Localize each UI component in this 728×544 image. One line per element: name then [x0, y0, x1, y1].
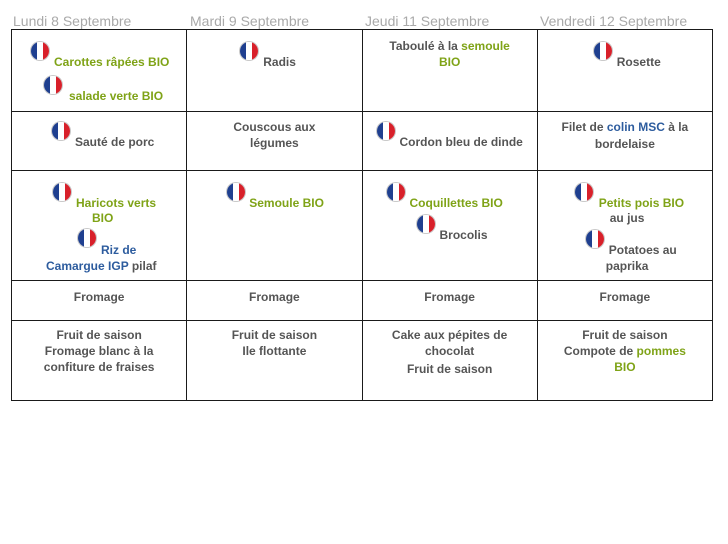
france-flag-icon — [575, 183, 593, 201]
cell-mardi-fromage — [187, 281, 362, 321]
dish-fruit: Fruit de saison — [56, 328, 142, 342]
france-flag-icon — [53, 183, 71, 201]
dish-rosette: Rosette — [616, 55, 661, 69]
dish-radis: Radis — [263, 55, 296, 69]
dish-confiture: confiture de fraises — [43, 360, 155, 374]
cell-lundi-accompagnement — [12, 171, 187, 281]
dish-fromage: Fromage — [424, 290, 475, 304]
cell-vendredi-dessert — [537, 321, 712, 401]
cell-lundi-fromage — [12, 281, 187, 321]
row-accompagnement — [12, 171, 713, 281]
dish-petits-pois: Petits pois BIO — [598, 196, 685, 210]
france-flag-icon — [417, 215, 435, 233]
france-flag-icon — [78, 229, 96, 247]
dish-compote-bio: BIO — [614, 360, 636, 374]
cell-jeudi-accompagnement — [362, 171, 537, 281]
cell-vendredi-fromage — [537, 281, 712, 321]
france-flag-icon — [377, 122, 395, 140]
dish-salade: salade verte BIO — [69, 89, 164, 103]
cell-mardi-dessert — [187, 321, 362, 401]
dish-carottes: Carottes râpées BIO — [54, 55, 170, 69]
cell-vendredi-plat — [537, 112, 712, 171]
day-header-lundi: Lundi 8 Septembre — [13, 13, 132, 29]
cell-jeudi-entree — [362, 30, 537, 112]
cell-vendredi-entree — [537, 30, 712, 112]
dish-brocolis: Brocolis — [439, 228, 488, 242]
dish-taboule: Taboulé à la semoule — [389, 39, 510, 53]
dish-potatoes: Potatoes au — [608, 243, 677, 257]
dish-fromage-blanc: Fromage blanc à la — [44, 344, 154, 358]
cell-lundi-plat — [12, 112, 187, 171]
dish-taboule-bio: BIO — [438, 55, 461, 69]
france-flag-icon — [227, 183, 245, 201]
weekly-menu-table — [11, 29, 713, 401]
dish-cordon-bleu: Cordon bleu de dinde — [399, 135, 523, 149]
dish-couscous-legumes: légumes — [250, 136, 299, 150]
france-flag-icon — [586, 230, 604, 248]
dish-potatoes-paprika: paprika — [605, 259, 649, 273]
dish-haricots: Haricots verts — [76, 196, 157, 210]
dish-fruit: Fruit de saison — [231, 328, 318, 342]
dish-colin: Filet de colin MSC à la — [561, 120, 689, 134]
row-entree — [12, 30, 713, 112]
cell-vendredi-accompagnement — [537, 171, 712, 281]
dish-fromage: Fromage — [599, 290, 651, 304]
cell-lundi-entree — [12, 30, 187, 112]
dish-fromage: Fromage — [73, 290, 125, 304]
france-flag-icon — [240, 42, 258, 60]
cell-jeudi-fromage — [362, 281, 537, 321]
cell-mardi-accompagnement — [187, 171, 362, 281]
dish-cake-chocolat: chocolat — [424, 344, 475, 358]
france-flag-icon — [44, 76, 62, 94]
dish-couscous: Couscous aux — [233, 120, 316, 134]
france-flag-icon — [594, 42, 612, 60]
cell-mardi-entree — [187, 30, 362, 112]
row-plat — [12, 112, 713, 171]
cell-lundi-dessert — [12, 321, 187, 401]
france-flag-icon — [387, 183, 405, 201]
row-fromage — [12, 281, 713, 321]
dish-fruit: Fruit de saison — [406, 362, 493, 376]
dish-riz: Riz de — [101, 243, 137, 257]
dish-cake: Cake aux pépites de — [391, 328, 508, 342]
day-header-mardi: Mardi 9 Septembre — [190, 13, 310, 29]
day-header-vendredi: Vendredi 12 Septembre — [540, 13, 688, 29]
cell-mardi-plat — [187, 112, 362, 171]
day-header-jeudi: Jeudi 11 Septembre — [365, 13, 490, 29]
dish-coquillettes: Coquillettes BIO — [409, 196, 503, 210]
cell-jeudi-dessert — [362, 321, 537, 401]
dish-compote: Compote de pommes — [563, 344, 686, 358]
dish-fromage: Fromage — [249, 290, 300, 304]
dish-fruit: Fruit de saison — [582, 328, 668, 342]
dish-colin-bordelaise: bordelaise — [594, 137, 655, 151]
dish-ile-flottante: Ile flottante — [242, 344, 307, 358]
dish-semoule: Semoule BIO — [249, 196, 324, 210]
dish-saute-porc: Sauté de porc — [75, 135, 155, 149]
cell-jeudi-plat — [362, 112, 537, 171]
france-flag-icon — [31, 42, 49, 60]
france-flag-icon — [52, 122, 70, 140]
row-dessert — [12, 321, 713, 401]
dish-petits-pois-jus: au jus — [609, 211, 645, 225]
dish-haricots-bio: BIO — [92, 211, 114, 225]
dish-riz-camargue: Camargue IGP pilaf — [46, 259, 157, 273]
